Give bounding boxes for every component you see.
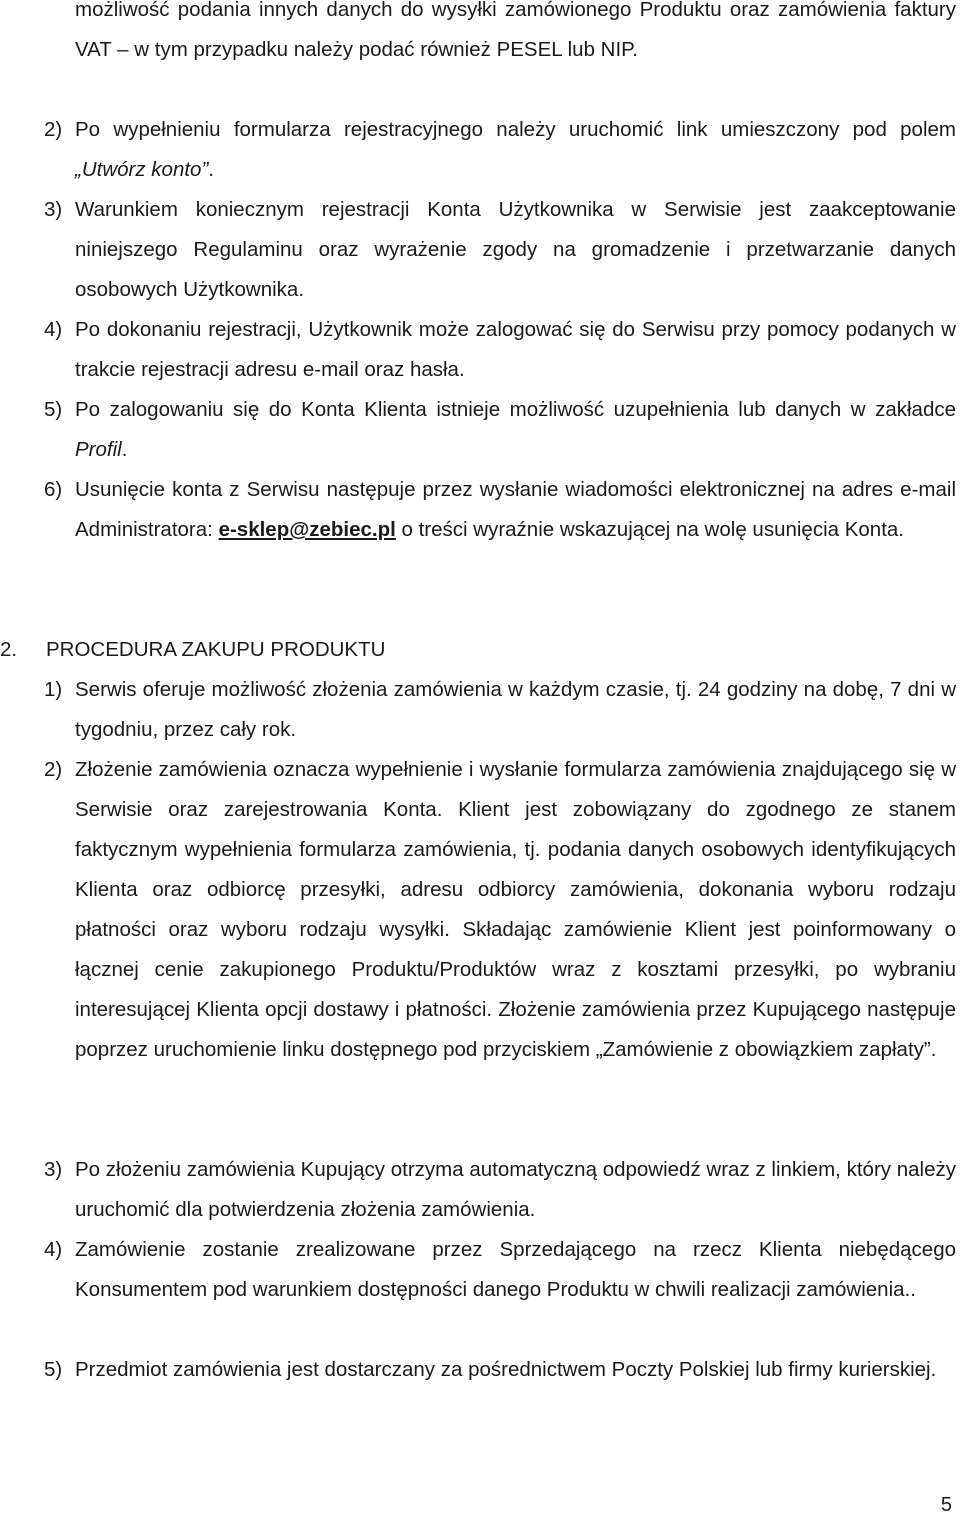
item-text: Zamówienie zostanie zrealizowane przez Sprzedającego na rzecz Klienta niebędącego Konsumentem pod warunkiem dostępności danego Produktu w chwili realizacji zamówienia.. [75,1238,956,1301]
section-number: 2. [0,638,18,661]
item-number: 1) [44,678,63,701]
item-text: Przedmiot zamówienia jest dostarczany za pośrednictwem Poczty Polskiej lub firmy kurierskiej. [75,1358,937,1381]
section-heading [0,630,960,670]
item-text: Po dokonaniu rejestracji, Użytkownik może zalogować się do Serwisu przy pomocy podanych w trakcie rejestracji adresu e-mail oraz hasła. [75,318,956,381]
section-title: PROCEDURA ZAKUPU PRODUKTU [46,638,386,661]
list-item [44,1230,956,1310]
item-text: Po złożeniu zamówienia Kupujący otrzyma automatyczną odpowiedź wraz z linkiem, który należy uruchomić dla potwierdzenia złożenia zamówienia. [75,1158,956,1221]
item-text: Warunkiem koniecznym rejestracji Konta Użytkownika w Serwisie jest zaakceptowanie niniejszego Regulaminu oraz wyrażenie zgody na gromadzenie i przetwarzanie danych osobowych Użytkownika. [75,198,956,301]
item-number: 4) [44,1238,63,1261]
italic-term: Profil [75,438,122,461]
item-number: 5) [44,1358,63,1381]
item-number: 2) [44,118,63,141]
list-item [44,670,956,750]
item-number: 5) [44,398,63,421]
item-text-part: . [208,158,214,181]
list-item [44,110,956,190]
continuation-paragraph: możliwość podania innych danych do wysyłki zamówionego Produktu oraz zamówienia faktury VAT – w tym przypadku należy podać również PESEL lub NIP. [75,0,956,61]
list-item [44,310,956,390]
item-number: 2) [44,758,63,781]
email-link[interactable]: e-sklep@zebiec.pl [218,518,396,541]
italic-term: „Utwórz konto” [75,158,209,181]
list-item [44,750,956,1070]
item-text-part: Po wypełnieniu formularza rejestracyjnego należy uruchomić link umieszczony pod polem [75,118,956,141]
item-text-part: o treści wyraźnie wskazującej na wolę usunięcia Konta. [395,518,904,541]
item-text [75,110,956,190]
item-number: 3) [44,198,63,221]
item-text: Złożenie zamówienia oznacza wypełnienie i wysłanie formularza zamówienia znajdującego się w Serwisie oraz zarejestrowania Konta. Klient jest zobowiązany do zgodnego ze stanem faktycznym wypełnienia formularza zamówienia, tj. podania danych osobowych identyfikujących Klienta oraz odbiorcę przesyłki, adresu odbiorcy zamówienia, dokonania wyboru rodzaju płatności oraz wyboru rodzaju wysyłki. Składając zamówienie Klient jest poinformowany o łącznej cenie zakupionego Produktu/Produktów wraz z kosztami przesyłki, po wybraniu interesującej Klienta opcji dostawy i płatności. Złożenie zamówienia przez Kupującego następuje poprzez uruchomienie linku dostępnego pod przyciskiem „Zamówienie z obowiązkiem zapłaty”. [75,758,956,1061]
item-text [75,470,956,550]
item-number: 3) [44,1158,63,1181]
list-item [44,470,956,550]
item-text-part: . [121,438,128,461]
list-item [44,390,956,470]
list-item [44,1350,956,1390]
page-number: 5 [940,1494,952,1516]
item-number: 6) [44,478,63,501]
list-item [44,190,956,310]
list-item [44,1150,956,1230]
item-text: Serwis oferuje możliwość złożenia zamówienia w każdym czasie, tj. 24 godziny na dobę, 7 dni w tygodniu, przez cały rok. [75,678,956,741]
item-number: 4) [44,318,63,341]
item-text-part: Po zalogowaniu się do Konta Klienta istnieje możliwość uzupełnienia lub danych w zakładce [75,398,956,421]
item-text-part: Usunięcie konta z Serwisu następuje przez wysłanie wiadomości elektronicznej na adres e-mail Administratora: [75,478,956,541]
item-text [75,390,956,470]
